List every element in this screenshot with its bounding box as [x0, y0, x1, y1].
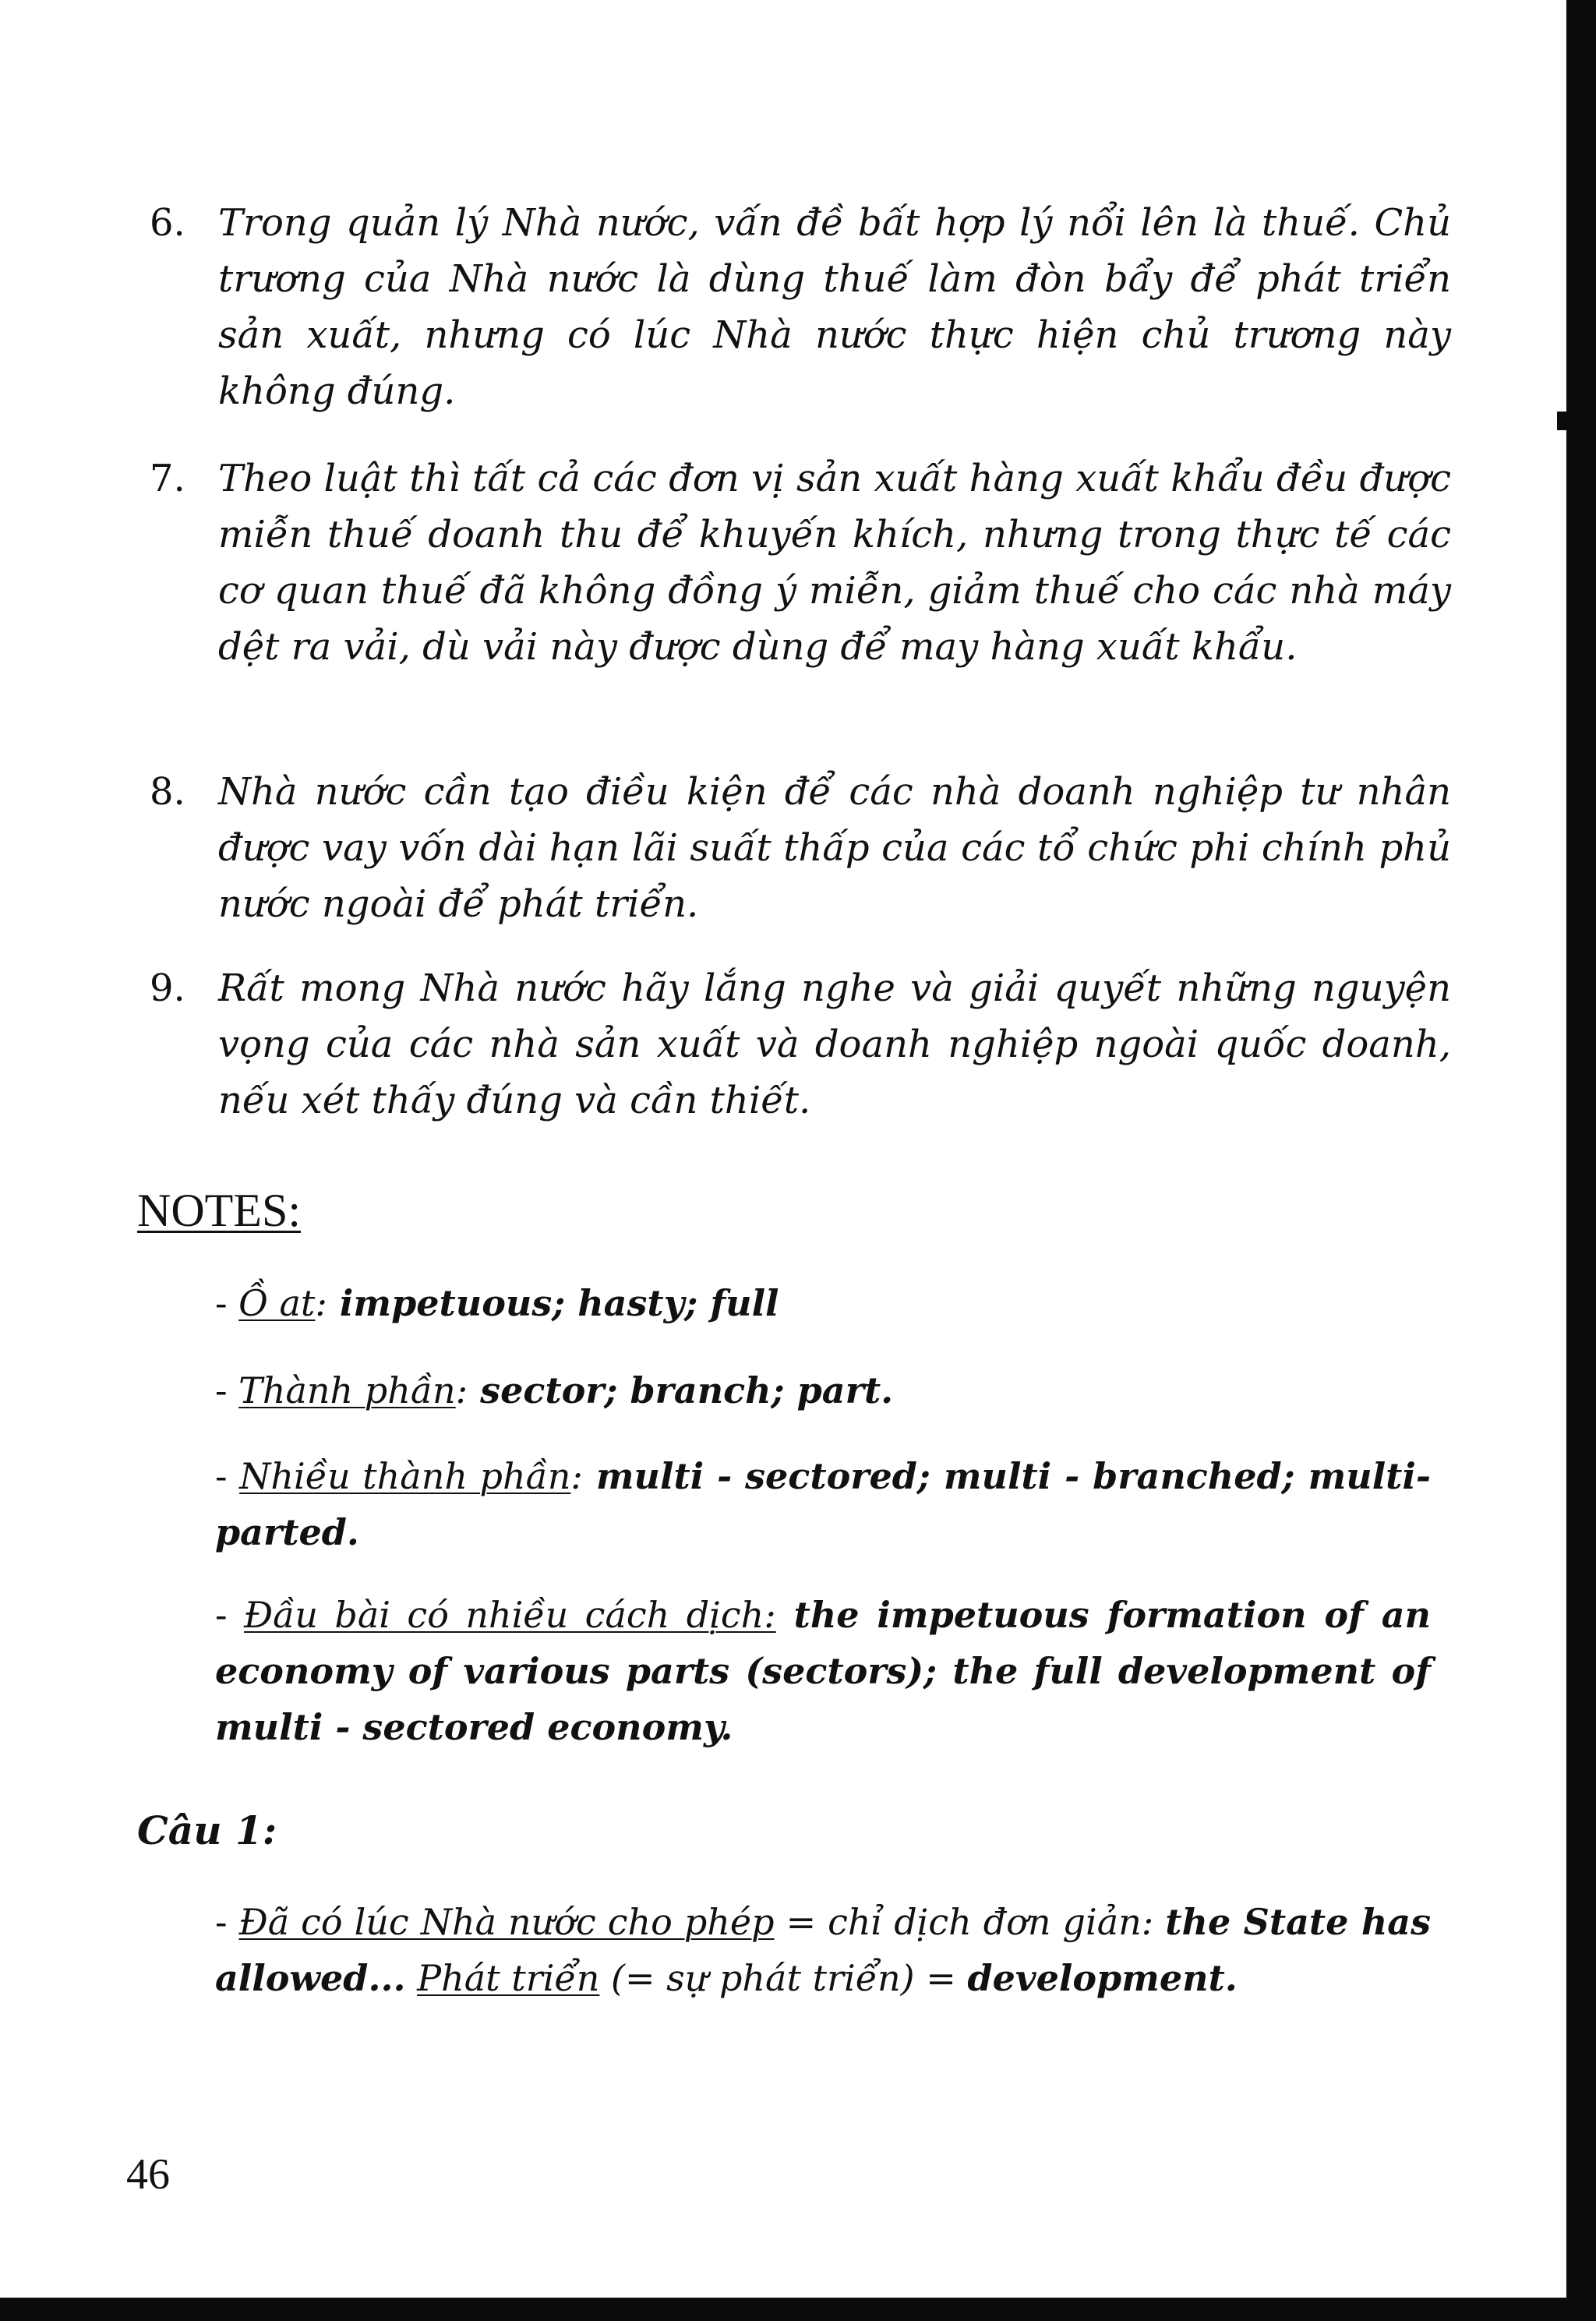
- item-text: Trong quản lý Nhà nước, vấn đề bất hợp lý nổi lên là thuế. Chủ trương của Nhà nước là dùng thuế làm đòn bẩy để phát triển sản xuất, nhưng có lúc Nhà nước thực hiện chủ trương này không đúng.: [218, 201, 1451, 413]
- note-term: Ồ at: [238, 1282, 316, 1324]
- note-definition: the impetuous formation of an economy of various parts (sectors); the full development of multi - sectored economy.: [215, 1594, 1431, 1748]
- item-number: 9.: [150, 966, 185, 1010]
- list-item-6: [150, 195, 1451, 419]
- note-gap: [406, 1957, 418, 1999]
- note-dash: -: [215, 1369, 228, 1411]
- note-entry: [215, 1275, 1431, 1331]
- note-translation: the State has allowed...: [215, 1901, 1431, 1999]
- page-number: 46: [126, 2150, 170, 2199]
- note-term: Nhiều thành phần: [239, 1455, 571, 1497]
- question-heading: Câu 1:: [137, 1807, 277, 1853]
- note-term: Phát triển: [417, 1957, 600, 1999]
- note-dash: -: [215, 1282, 228, 1324]
- item-number: 6.: [150, 201, 185, 245]
- note-dash: -: [215, 1901, 228, 1943]
- note-term: Đầu bài có nhiều cách dịch:: [244, 1594, 776, 1636]
- note-definition: sector; branch; part.: [468, 1369, 894, 1411]
- note-separator: :: [570, 1455, 583, 1497]
- list-item-8: [150, 764, 1451, 932]
- notes-heading: NOTES:: [137, 1185, 301, 1236]
- note-definition: impetuous; hasty; full: [327, 1282, 779, 1324]
- note-translation: development.: [967, 1957, 1238, 1999]
- note-explanation: (= sự phát triển) =: [599, 1957, 968, 1999]
- note-definition: multi - sectored; multi - branched; multi-parted.: [215, 1455, 1431, 1553]
- note-entry: [215, 1587, 1431, 1755]
- note-dash: -: [215, 1594, 228, 1636]
- scan-border-mark: [1557, 412, 1566, 430]
- item-number: 7.: [150, 457, 185, 500]
- scan-border-bottom: [0, 2298, 1596, 2321]
- note-entry: [215, 1362, 1431, 1418]
- item-text: Theo luật thì tất cả các đơn vị sản xuất hàng xuất khẩu đều được miễn thuế doanh thu để khuyến khích, nhưng trong thực tế các cơ quan thuế đã không đồng ý miễn, giảm thuế cho các nhà máy dệt ra vải, dù vải này được dùng để may hàng xuất khẩu.: [218, 457, 1451, 669]
- item-text: Nhà nước cần tạo điều kiện để các nhà doanh nghiệp tư nhân được vay vốn dài hạn lãi suất thấp của các tổ chức phi chính phủ nước ngoài để phát triển.: [218, 770, 1451, 926]
- question-note: [215, 1894, 1431, 2006]
- note-entry: [215, 1448, 1431, 1560]
- note-dash: -: [215, 1455, 228, 1497]
- note-separator: :: [455, 1369, 468, 1411]
- note-separator: :: [315, 1282, 327, 1324]
- note-term: Thành phần: [238, 1369, 456, 1411]
- note-explanation: = chỉ dịch đơn giản:: [774, 1901, 1166, 1943]
- note-term: Đã có lúc Nhà nước cho phép: [238, 1901, 775, 1943]
- scan-border-right: [1566, 0, 1596, 2321]
- item-number: 8.: [150, 770, 185, 814]
- item-text: Rất mong Nhà nước hãy lắng nghe và giải quyết những nguyện vọng của các nhà sản xuất và doanh nghiệp ngoài quốc doanh, nếu xét thấy đúng và cần thiết.: [218, 966, 1451, 1122]
- list-item-9: [150, 960, 1451, 1129]
- list-item-7: [150, 450, 1451, 675]
